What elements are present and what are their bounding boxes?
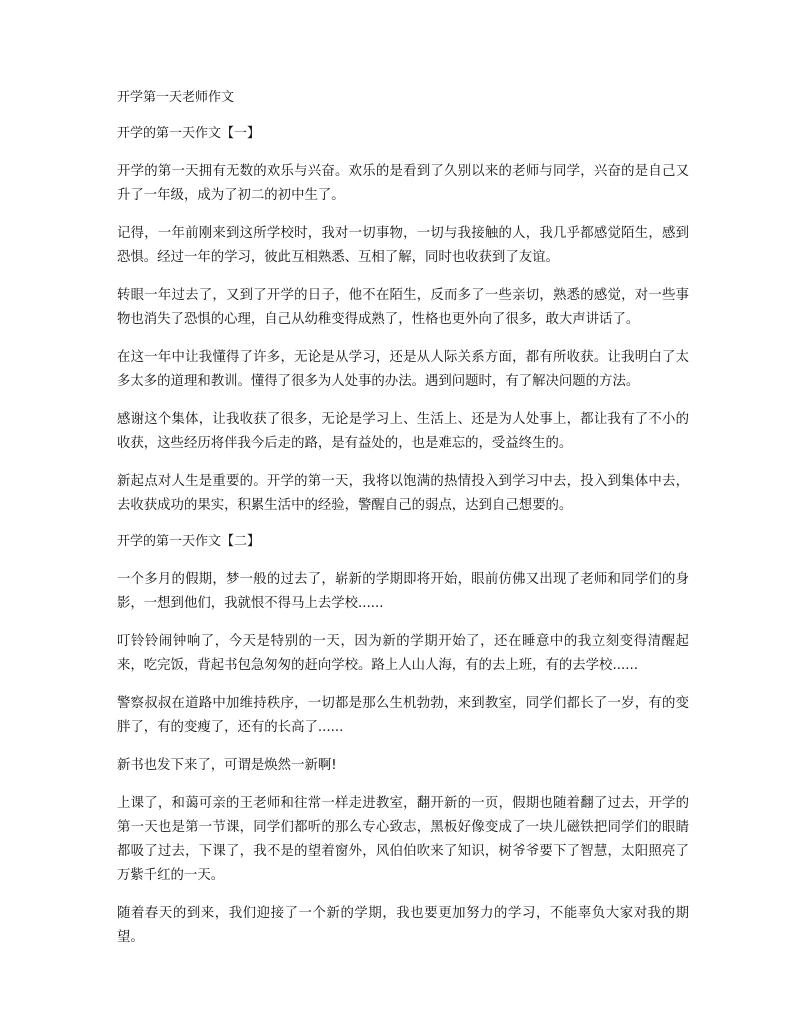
document-title: 开学第一天老师作文: [117, 90, 235, 105]
paragraph: 感谢这个集体，让我收获了很多，无论是学习上、生活上、还是为人处事上，都让我有了不小的收获，这些经历将伴我今后走的路，是有益处的，也是难忘的，受益终生的。: [117, 412, 689, 451]
paragraph: 转眼一年过去了，又到了开学的日子，他不在陌生，反而多了一些亲切，熟悉的感觉，对一些事物也消失了恐惧的心理，自己从幼稚变得成熟了，性格也更外向了很多，敢大声讲话了。: [117, 288, 689, 327]
section-heading: 开学的第一天作文【二】: [117, 534, 261, 549]
section-1: [117, 124, 689, 518]
paragraph: 开学的第一天拥有无数的欢乐与兴奋。欢乐的是看到了久别以来的老师与同学，兴奋的是自己又升了一年级，成为了初二的初中生了。: [117, 164, 689, 203]
paragraph: 一个多月的假期，梦一般的过去了，崭新的学期即将开始，眼前仿佛又出现了老师和同学们的身影，一想到他们，我就恨不得马上去学校......: [117, 572, 689, 611]
paragraph: 新起点对人生是重要的。开学的第一天，我将以饱满的热情投入到学习中去，投入到集体中去，去收获成功的果实，积累生活中的经验，警醒自己的弱点，达到自己想要的。: [117, 474, 689, 513]
paragraph: 随着春天的到来，我们迎接了一个新的学期，我也要更加努力的学习，不能辜负大家对我的期望。: [117, 906, 689, 945]
paragraph: 记得，一年前刚来到这所学校时，我对一切事物，一切与我接触的人，我几乎都感觉陌生，感到恐惧。经过一年的学习，彼此互相熟悉、互相了解，同时也收获到了友谊。: [117, 226, 689, 265]
paragraph: 上课了，和蔼可亲的王老师和往常一样走进教室，翻开新的一页，假期也随着翻了过去，开学的第一天也是第一节课，同学们都听的那么专心致志，黑板好像变成了一块儿磁铁把同学们的眼睛都吸了过去，下课了，我不是的望着窗外，风伯伯吹来了知识，树爷爷要下了智慧，太阳照亮了万紫千红的一天。: [117, 796, 689, 883]
paragraph: 新书也发下来了，可谓是焕然一新啊!: [117, 758, 337, 773]
paragraph: 在这一年中让我懂得了许多，无论是从学习，还是从人际关系方面，都有所收获。让我明白了太多太多的道理和教训。懂得了很多为人处事的办法。遇到问题时，有了解决问题的方法。: [117, 350, 689, 389]
section-heading: 开学的第一天作文【一】: [117, 126, 261, 141]
document-page: [117, 88, 689, 964]
paragraph: 警察叔叔在道路中加维持秩序，一切都是那么生机勃勃，来到教室，同学们都长了一岁，有的变胖了，有的变瘦了，还有的长高了......: [117, 696, 689, 735]
paragraph: 叮铃铃闹钟响了，今天是特别的一天，因为新的学期开始了，还在睡意中的我立刻变得清醒起来，吃完饭，背起书包急匆匆的赶向学校。路上人山人海，有的去上班，有的去学校......: [117, 634, 689, 673]
section-2: [117, 532, 689, 950]
